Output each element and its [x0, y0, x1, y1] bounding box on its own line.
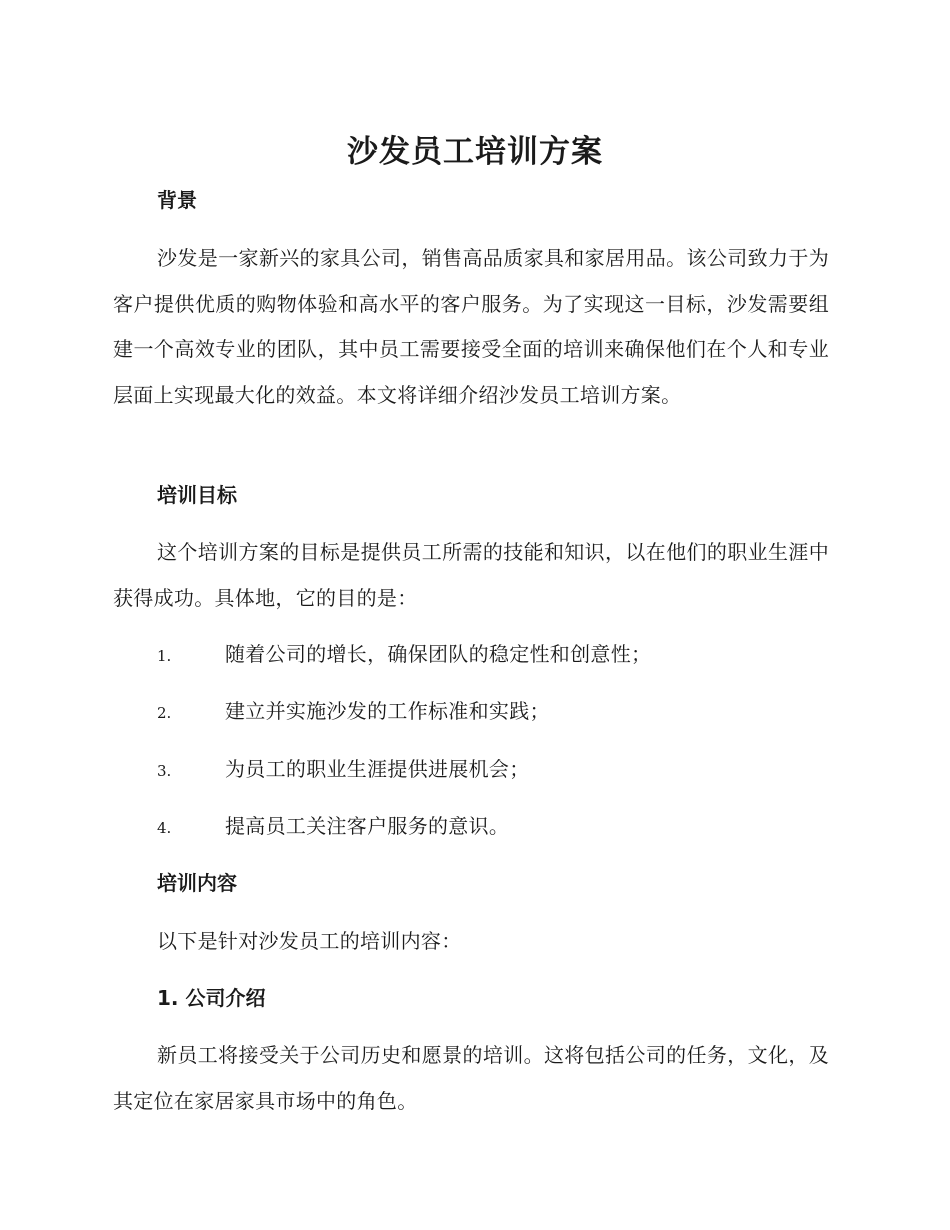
list-number: 4.: [157, 819, 172, 837]
list-text: 提高员工关注客户服务的意识。: [225, 814, 510, 838]
paragraph-background: 沙发是一家新兴的家具公司，销售高品质家具和家居用品。该公司致力于为客户提供优质的购物体验和高水平的客户服务。为了实现这一目标，沙发需要组建一个高效专业的团队，其中员工需要接受全面的培训来确保他们在个人和专业层面上实现最大化的效益。本文将详细介绍沙发员工培训方案。: [113, 246, 829, 407]
list-text: 建立并实施沙发的工作标准和实践；: [225, 699, 550, 723]
list-number: 1.: [157, 647, 172, 665]
list-number: 2.: [157, 704, 172, 722]
paragraph-company-intro: 新员工将接受关于公司历史和愿景的培训。这将包括公司的任务，文化，及其定位在家居家具市场中的角色。: [113, 1043, 829, 1113]
paragraph-goals: 这个培训方案的目标是提供员工所需的技能和知识，以在他们的职业生涯中获得成功。具体地，它的目的是：: [113, 540, 829, 610]
list-number: 3.: [157, 762, 172, 780]
list-item: [157, 639, 837, 669]
list-item: [157, 811, 837, 841]
heading-goals: 培训目标: [157, 483, 237, 507]
heading-background: 背景: [157, 188, 197, 212]
heading-content: 培训内容: [157, 871, 237, 895]
list-text: 为员工的职业生涯提供进展机会；: [225, 757, 530, 781]
paragraph-content: 以下是针对沙发员工的培训内容：: [157, 929, 462, 953]
heading-company-intro: 1. 公司介绍: [157, 986, 266, 1010]
document-title: 沙发员工培训方案: [347, 134, 603, 170]
list-text: 随着公司的增长，确保团队的稳定性和创意性；: [225, 642, 652, 666]
list-item: [157, 754, 837, 784]
list-item: [157, 696, 837, 726]
